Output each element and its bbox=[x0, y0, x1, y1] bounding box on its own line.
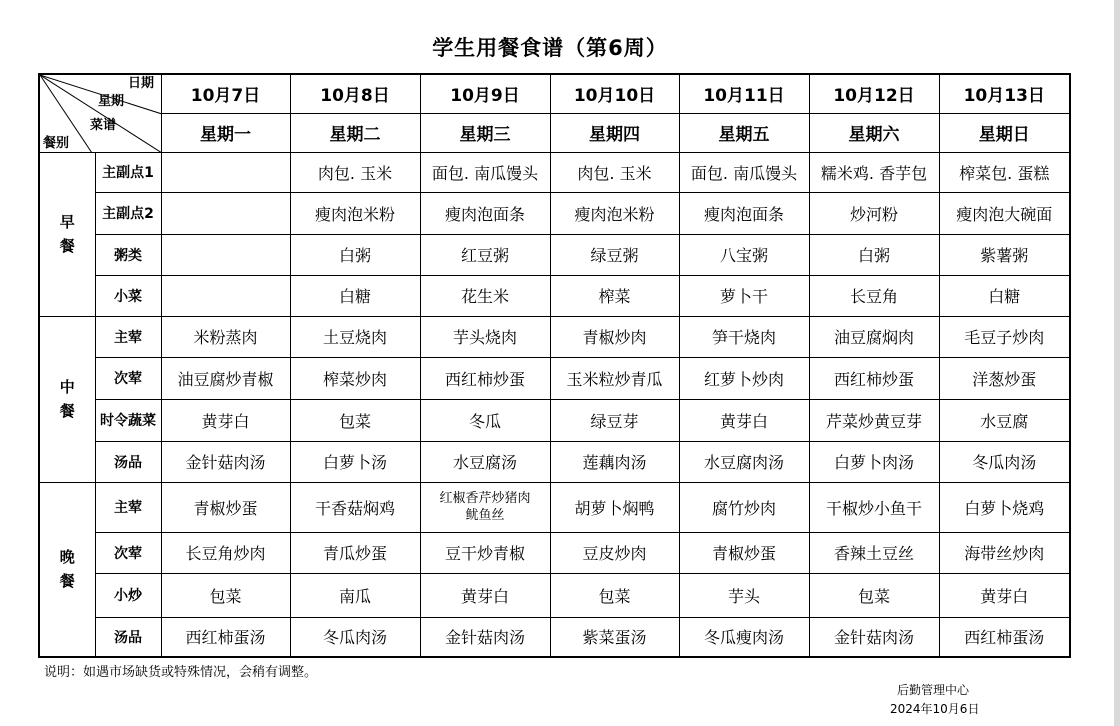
dish-cell: 青椒炒蛋 bbox=[161, 482, 290, 532]
category-label: 主荤 bbox=[95, 316, 161, 357]
dish-cell: 毛豆子炒肉 bbox=[939, 316, 1070, 357]
meal-label-char: 餐 bbox=[59, 237, 75, 255]
dish-cell: 白萝卜烧鸡 bbox=[939, 482, 1070, 532]
dish-cell: 包菜 bbox=[161, 573, 290, 617]
dish-cell: 糯米鸡. 香芋包 bbox=[809, 152, 939, 192]
dish-cell: 芋头 bbox=[679, 573, 809, 617]
dish-cell: 瘦肉泡面条 bbox=[420, 192, 550, 234]
category-label: 小菜 bbox=[95, 275, 161, 316]
dish-cell: 红豆粥 bbox=[420, 234, 550, 275]
dish-cell: 胡萝卜焖鸭 bbox=[550, 482, 679, 532]
weekday-row bbox=[39, 113, 1070, 152]
corner-weekday-label: 星期 bbox=[98, 94, 125, 109]
dish-cell: 水豆腐 bbox=[939, 399, 1070, 441]
date-header: 10月9日 bbox=[420, 74, 550, 113]
category-label: 小炒 bbox=[95, 573, 161, 617]
dinner-row bbox=[39, 617, 1070, 657]
dish-line: 红椒香芹炒猪肉 bbox=[439, 491, 531, 506]
weekday-header: 星期二 bbox=[290, 113, 420, 152]
meal-label-breakfast bbox=[39, 152, 95, 316]
dish-cell: 金针菇肉汤 bbox=[420, 617, 550, 657]
dish-cell: 白粥 bbox=[290, 234, 420, 275]
dish-cell bbox=[161, 275, 290, 316]
category-label: 汤品 bbox=[95, 617, 161, 657]
meal-label-lunch bbox=[39, 316, 95, 482]
dish-cell: 豆皮炒肉 bbox=[550, 532, 679, 573]
page-title: 学生用餐食谱（第6周） bbox=[432, 36, 668, 60]
dish-cell: 芹菜炒黄豆芽 bbox=[809, 399, 939, 441]
dish-cell: 榨菜 bbox=[550, 275, 679, 316]
footer-org: 后勤管理中心 bbox=[897, 683, 970, 697]
dish-cell: 红萝卜炒肉 bbox=[679, 357, 809, 399]
category-label: 时令蔬菜 bbox=[95, 399, 161, 441]
dish-cell bbox=[161, 152, 290, 192]
dish-cell: 豆干炒青椒 bbox=[420, 532, 550, 573]
dish-cell: 面包. 南瓜馒头 bbox=[420, 152, 550, 192]
dish-cell: 莲藕肉汤 bbox=[550, 441, 679, 482]
dish-cell: 白萝卜汤 bbox=[290, 441, 420, 482]
date-header: 10月7日 bbox=[161, 74, 290, 113]
dish-cell: 长豆角 bbox=[809, 275, 939, 316]
date-header: 10月10日 bbox=[550, 74, 679, 113]
dish-cell: 肉包. 玉米 bbox=[550, 152, 679, 192]
note: 说明：如遇市场缺货或特殊情况，会稍有调整。 bbox=[44, 665, 318, 680]
dish-cell: 包菜 bbox=[550, 573, 679, 617]
breakfast-row bbox=[39, 192, 1070, 234]
dish-cell: 青椒炒蛋 bbox=[679, 532, 809, 573]
dish-cell: 白萝卜肉汤 bbox=[809, 441, 939, 482]
dish-cell: 萝卜干 bbox=[679, 275, 809, 316]
lunch-row bbox=[39, 316, 1070, 357]
dish-cell: 油豆腐焖肉 bbox=[809, 316, 939, 357]
weekday-header: 星期四 bbox=[550, 113, 679, 152]
dish-cell: 冬瓜肉汤 bbox=[290, 617, 420, 657]
dish-cell: 八宝粥 bbox=[679, 234, 809, 275]
meal-label-char: 早 bbox=[59, 213, 75, 231]
date-header: 10月8日 bbox=[290, 74, 420, 113]
date-header: 10月11日 bbox=[679, 74, 809, 113]
category-label: 主副点1 bbox=[95, 152, 161, 192]
lunch-row bbox=[39, 357, 1070, 399]
scrollbar[interactable] bbox=[1114, 0, 1120, 726]
meal-label-char: 晚 bbox=[59, 548, 75, 567]
category-label: 主副点2 bbox=[95, 192, 161, 234]
dish-cell: 冬瓜瘦肉汤 bbox=[679, 617, 809, 657]
dish-cell bbox=[420, 482, 550, 532]
date-row bbox=[39, 74, 1070, 113]
dish-cell: 金针菇肉汤 bbox=[161, 441, 290, 482]
category-label: 次荤 bbox=[95, 357, 161, 399]
dish-cell: 长豆角炒肉 bbox=[161, 532, 290, 573]
weekday-header: 星期日 bbox=[939, 113, 1070, 152]
dish-cell: 包菜 bbox=[290, 399, 420, 441]
category-label: 汤品 bbox=[95, 441, 161, 482]
dish-cell: 土豆烧肉 bbox=[290, 316, 420, 357]
dish-line: 鱿鱼丝 bbox=[465, 508, 505, 523]
dish-cell: 青瓜炒蛋 bbox=[290, 532, 420, 573]
weekday-header: 星期三 bbox=[420, 113, 550, 152]
meal-label-char: 中 bbox=[59, 378, 75, 396]
dish-cell: 白粥 bbox=[809, 234, 939, 275]
breakfast-row bbox=[39, 152, 1070, 192]
dish-cell: 西红柿蛋汤 bbox=[939, 617, 1070, 657]
date-header: 10月12日 bbox=[809, 74, 939, 113]
dish-cell: 腐竹炒肉 bbox=[679, 482, 809, 532]
category-label: 次荤 bbox=[95, 532, 161, 573]
weekday-header: 星期六 bbox=[809, 113, 939, 152]
dish-cell: 米粉蒸肉 bbox=[161, 316, 290, 357]
dish-cell: 黄芽白 bbox=[420, 573, 550, 617]
dinner-row bbox=[39, 532, 1070, 573]
dinner-row bbox=[39, 573, 1070, 617]
breakfast-row bbox=[39, 275, 1070, 316]
dish-cell: 油豆腐炒青椒 bbox=[161, 357, 290, 399]
dish-cell: 干椒炒小鱼干 bbox=[809, 482, 939, 532]
corner-date-label: 日期 bbox=[128, 76, 155, 91]
dish-cell bbox=[161, 192, 290, 234]
dish-cell: 白糖 bbox=[290, 275, 420, 316]
breakfast-row bbox=[39, 234, 1070, 275]
dish-cell: 包菜 bbox=[809, 573, 939, 617]
dish-cell: 西红柿炒蛋 bbox=[809, 357, 939, 399]
corner-header bbox=[39, 74, 161, 152]
date-header: 10月13日 bbox=[939, 74, 1070, 113]
dish-cell: 南瓜 bbox=[290, 573, 420, 617]
dish-cell: 绿豆粥 bbox=[550, 234, 679, 275]
dish-cell: 花生米 bbox=[420, 275, 550, 316]
lunch-row bbox=[39, 399, 1070, 441]
dish-cell: 冬瓜肉汤 bbox=[939, 441, 1070, 482]
dish-cell: 炒河粉 bbox=[809, 192, 939, 234]
weekday-header: 星期一 bbox=[161, 113, 290, 152]
dish-cell: 黄芽白 bbox=[939, 573, 1070, 617]
dish-cell: 紫薯粥 bbox=[939, 234, 1070, 275]
dish-cell: 绿豆芽 bbox=[550, 399, 679, 441]
dish-cell: 水豆腐肉汤 bbox=[679, 441, 809, 482]
dish-cell: 瘦肉泡面条 bbox=[679, 192, 809, 234]
dish-cell: 紫菜蛋汤 bbox=[550, 617, 679, 657]
meal-label-char: 餐 bbox=[59, 572, 75, 591]
category-label: 粥类 bbox=[95, 234, 161, 275]
dish-cell: 西红柿炒蛋 bbox=[420, 357, 550, 399]
corner-meal-label: 餐别 bbox=[43, 136, 70, 151]
dinner-row bbox=[39, 482, 1070, 532]
dish-cell: 冬瓜 bbox=[420, 399, 550, 441]
footer-date: 2024年10月6日 bbox=[890, 702, 980, 716]
category-label: 主荤 bbox=[95, 482, 161, 532]
dish-cell: 水豆腐汤 bbox=[420, 441, 550, 482]
weekday-header: 星期五 bbox=[679, 113, 809, 152]
dish-cell: 海带丝炒肉 bbox=[939, 532, 1070, 573]
dish-cell: 干香菇焖鸡 bbox=[290, 482, 420, 532]
dish-cell: 玉米粒炒青瓜 bbox=[550, 357, 679, 399]
dish-cell: 芋头烧肉 bbox=[420, 316, 550, 357]
dish-cell: 西红柿蛋汤 bbox=[161, 617, 290, 657]
dish-cell: 瘦肉泡大碗面 bbox=[939, 192, 1070, 234]
menu-table bbox=[38, 73, 1071, 658]
dish-cell: 洋葱炒蛋 bbox=[939, 357, 1070, 399]
dish-cell: 榨菜包. 蛋糕 bbox=[939, 152, 1070, 192]
dish-cell bbox=[161, 234, 290, 275]
dish-cell: 面包. 南瓜馒头 bbox=[679, 152, 809, 192]
dish-cell: 肉包. 玉米 bbox=[290, 152, 420, 192]
dish-cell: 青椒炒肉 bbox=[550, 316, 679, 357]
dish-cell: 白糖 bbox=[939, 275, 1070, 316]
dish-cell: 榨菜炒肉 bbox=[290, 357, 420, 399]
dish-cell: 香辣土豆丝 bbox=[809, 532, 939, 573]
dish-cell: 瘦肉泡米粉 bbox=[550, 192, 679, 234]
corner-menu-label: 菜谱 bbox=[90, 118, 117, 133]
dish-cell: 黄芽白 bbox=[679, 399, 809, 441]
dish-cell: 黄芽白 bbox=[161, 399, 290, 441]
dish-cell: 笋干烧肉 bbox=[679, 316, 809, 357]
dish-cell: 瘦肉泡米粉 bbox=[290, 192, 420, 234]
dish-cell: 金针菇肉汤 bbox=[809, 617, 939, 657]
lunch-row bbox=[39, 441, 1070, 482]
meal-label-char: 餐 bbox=[59, 402, 75, 420]
meal-label-dinner bbox=[39, 482, 95, 657]
